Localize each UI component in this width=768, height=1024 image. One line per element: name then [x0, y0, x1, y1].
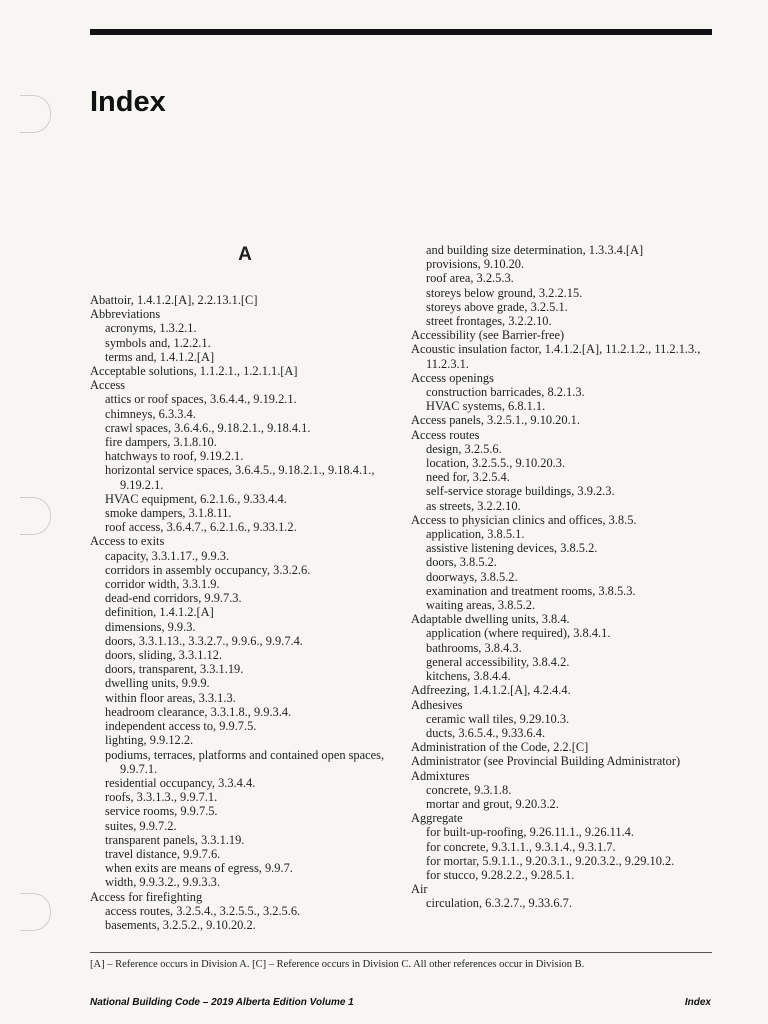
index-subentry: suites, 9.9.7.2.: [105, 818, 177, 833]
index-entry: Acceptable solutions, 1.1.2.1., 1.2.1.1.[A]: [90, 364, 298, 379]
index-entry: Access to physician clinics and offices, 3.8.5.: [411, 512, 637, 527]
index-subentry: corridors in assembly occupancy, 3.3.2.6.: [105, 562, 311, 577]
section-letter: A: [238, 244, 252, 265]
index-subentry: roofs, 3.3.1.3., 9.9.7.1.: [105, 790, 218, 805]
index-entry: Access routes: [411, 427, 480, 442]
index-subentry: waiting areas, 3.8.5.2.: [426, 598, 536, 613]
index-subentry: need for, 3.2.5.4.: [426, 470, 510, 485]
index-entry: Administrator (see Provincial Building Administrator): [411, 754, 681, 769]
index-subentry: for stucco, 9.28.2.2., 9.28.5.1.: [426, 867, 575, 882]
index-subentry: dwelling units, 9.9.9.: [105, 676, 210, 691]
index-subentry: for mortar, 5.9.1.1., 9.20.3.1., 9.20.3.2., 9.29.10.2.: [426, 853, 675, 868]
footnote-rule: [90, 952, 712, 953]
index-column-left: [90, 243, 400, 932]
index-subentry: for concrete, 9.3.1.1., 9.3.1.4., 9.3.1.7.: [426, 839, 616, 854]
index-entry: Abattoir, 1.4.1.2.[A], 2.2.13.1.[C]: [90, 293, 258, 307]
index-subentry: street frontages, 3.2.2.10.: [426, 314, 552, 329]
index-subentry: examination and treatment rooms, 3.8.5.3.: [426, 583, 636, 598]
index-subentry: self-service storage buildings, 3.9.2.3.: [426, 484, 615, 499]
index-subentry: basements, 3.2.5.2., 9.10.20.2.: [105, 917, 256, 932]
index-entries-right: [411, 243, 711, 911]
index-subentry: dead-end corridors, 9.9.7.3.: [105, 591, 242, 606]
index-entry: Access to exits: [90, 534, 165, 549]
index-subentry: construction barricades, 8.2.1.3.: [426, 385, 585, 400]
index-subentry: ducts, 3.6.5.4., 9.33.6.4.: [426, 725, 546, 740]
index-subentry: travel distance, 9.9.7.6.: [105, 846, 221, 861]
index-subentry: width, 9.9.3.2., 9.9.3.3.: [105, 875, 220, 890]
index-subentry: horizontal service spaces, 3.6.4.5., 9.18.2.1., 9.18.4.1., 9.19.2.1.: [105, 463, 375, 492]
index-subentry: design, 3.2.5.6.: [426, 441, 502, 456]
index-subentry: HVAC equipment, 6.2.1.6., 9.33.4.4.: [105, 491, 287, 506]
index-subentry: and building size determination, 1.3.3.4.[A]: [426, 243, 644, 257]
index-subentry: acronyms, 1.3.2.1.: [105, 321, 197, 336]
index-subentry: symbols and, 1.2.2.1.: [105, 335, 211, 350]
index-subentry: kitchens, 3.8.4.4.: [426, 669, 511, 684]
index-entry: Air: [411, 882, 428, 897]
index-subentry: doors, transparent, 3.3.1.19.: [105, 662, 244, 677]
index-subentry: fire dampers, 3.1.8.10.: [105, 435, 217, 450]
index-entry: Access: [90, 378, 126, 393]
index-entry: Admixtures: [411, 768, 470, 783]
punch-hole-mark: [20, 893, 51, 931]
punch-hole-mark: [20, 497, 51, 535]
index-subentry: within floor areas, 3.3.1.3.: [105, 690, 236, 705]
punch-hole-mark: [20, 95, 51, 133]
index-entry: Access panels, 3.2.5.1., 9.10.20.1.: [411, 413, 580, 428]
index-entry: Abbreviations: [90, 307, 161, 322]
index-subentry: location, 3.2.5.5., 9.10.20.3.: [426, 456, 566, 471]
index-column-right: [411, 243, 711, 911]
index-subentry: independent access to, 9.9.7.5.: [105, 719, 257, 734]
page-title: Index: [90, 86, 166, 118]
index-subentry: mortar and grout, 9.20.3.2.: [426, 796, 559, 811]
index-subentry: transparent panels, 3.3.1.19.: [105, 832, 245, 847]
index-entry: Aggregate: [411, 811, 463, 826]
index-subentry: smoke dampers, 3.1.8.11.: [105, 506, 232, 521]
index-subentry: doors, 3.8.5.2.: [426, 555, 497, 570]
index-subentry: roof area, 3.2.5.3.: [426, 271, 514, 286]
index-entry: Adhesives: [411, 697, 463, 712]
index-subentry: residential occupancy, 3.3.4.4.: [105, 775, 256, 790]
footer-publication-title: National Building Code – 2019 Alberta Edition Volume 1: [90, 997, 354, 1008]
index-entry: Access openings: [411, 370, 494, 385]
index-subentry: crawl spaces, 3.6.4.6., 9.18.2.1., 9.18.4.1.: [105, 420, 311, 435]
index-subentry: as streets, 3.2.2.10.: [426, 498, 521, 513]
index-subentry: headroom clearance, 3.3.1.8., 9.9.3.4.: [105, 704, 292, 719]
index-subentry: ceramic wall tiles, 9.29.10.3.: [426, 711, 570, 726]
index-subentry: corridor width, 3.3.1.9.: [105, 577, 220, 592]
index-subentry: attics or roof spaces, 3.6.4.4., 9.19.2.1.: [105, 392, 297, 407]
index-entry: Adfreezing, 1.4.1.2.[A], 4.2.4.4.: [411, 683, 571, 698]
index-subentry: HVAC systems, 6.8.1.1.: [426, 399, 546, 414]
index-subentry: doorways, 3.8.5.2.: [426, 569, 518, 584]
top-rule: [90, 29, 712, 35]
index-subentry: bathrooms, 3.8.4.3.: [426, 640, 522, 655]
index-subentry: for built-up-roofing, 9.26.11.1., 9.26.11.4.: [426, 825, 634, 840]
index-subentry: application (where required), 3.8.4.1.: [426, 626, 611, 641]
index-subentry: definition, 1.4.1.2.[A]: [105, 605, 214, 620]
index-entries-left: [90, 293, 400, 932]
index-subentry: doors, 3.3.1.13., 3.3.2.7., 9.9.6., 9.9.7.4.: [105, 633, 303, 648]
index-subentry: dimensions, 9.9.3.: [105, 619, 196, 634]
index-subentry: access routes, 3.2.5.4., 3.2.5.5., 3.2.5.6.: [105, 903, 301, 918]
index-subentry: when exits are means of egress, 9.9.7.: [105, 861, 293, 876]
index-subentry: capacity, 3.3.1.17., 9.9.3.: [105, 548, 230, 563]
index-subentry: general accessibility, 3.8.4.2.: [426, 654, 570, 669]
index-entry: Accessibility (see Barrier-free): [411, 328, 565, 343]
index-subentry: service rooms, 9.9.7.5.: [105, 804, 218, 819]
index-subentry: concrete, 9.3.1.8.: [426, 782, 512, 797]
index-subentry: circulation, 6.3.2.7., 9.33.6.7.: [426, 896, 572, 911]
index-subentry: provisions, 9.10.20.: [426, 257, 525, 272]
index-subentry: roof access, 3.6.4.7., 6.2.1.6., 9.33.1.2.: [105, 520, 297, 535]
index-subentry: hatchways to roof, 9.19.2.1.: [105, 449, 244, 464]
index-subentry: chimneys, 6.3.3.4.: [105, 406, 196, 421]
index-entry: Administration of the Code, 2.2.[C]: [411, 740, 589, 755]
index-subentry: assistive listening devices, 3.8.5.2.: [426, 541, 598, 556]
index-subentry: storeys below ground, 3.2.2.15.: [426, 285, 583, 300]
index-subentry: doors, sliding, 3.3.1.12.: [105, 648, 223, 663]
index-subentry: application, 3.8.5.1.: [426, 527, 525, 542]
footer-section-name: Index: [684, 997, 711, 1008]
index-entry: Adaptable dwelling units, 3.8.4.: [411, 612, 570, 627]
index-subentry: terms and, 1.4.1.2.[A]: [105, 349, 215, 364]
division-footnote: [A] – Reference occurs in Division A. [C] – Reference occurs in Division C. All other references occur in Division B.: [90, 959, 585, 970]
index-subentry: podiums, terraces, platforms and contained open spaces, 9.9.7.1.: [105, 747, 385, 776]
index-entry: Acoustic insulation factor, 1.4.1.2.[A], 11.2.1.2., 11.2.1.3., 11.2.3.1.: [411, 342, 701, 371]
index-subentry: storeys above grade, 3.2.5.1.: [426, 299, 568, 314]
index-entry: Access for firefighting: [90, 889, 203, 904]
index-subentry: lighting, 9.9.12.2.: [105, 733, 194, 748]
